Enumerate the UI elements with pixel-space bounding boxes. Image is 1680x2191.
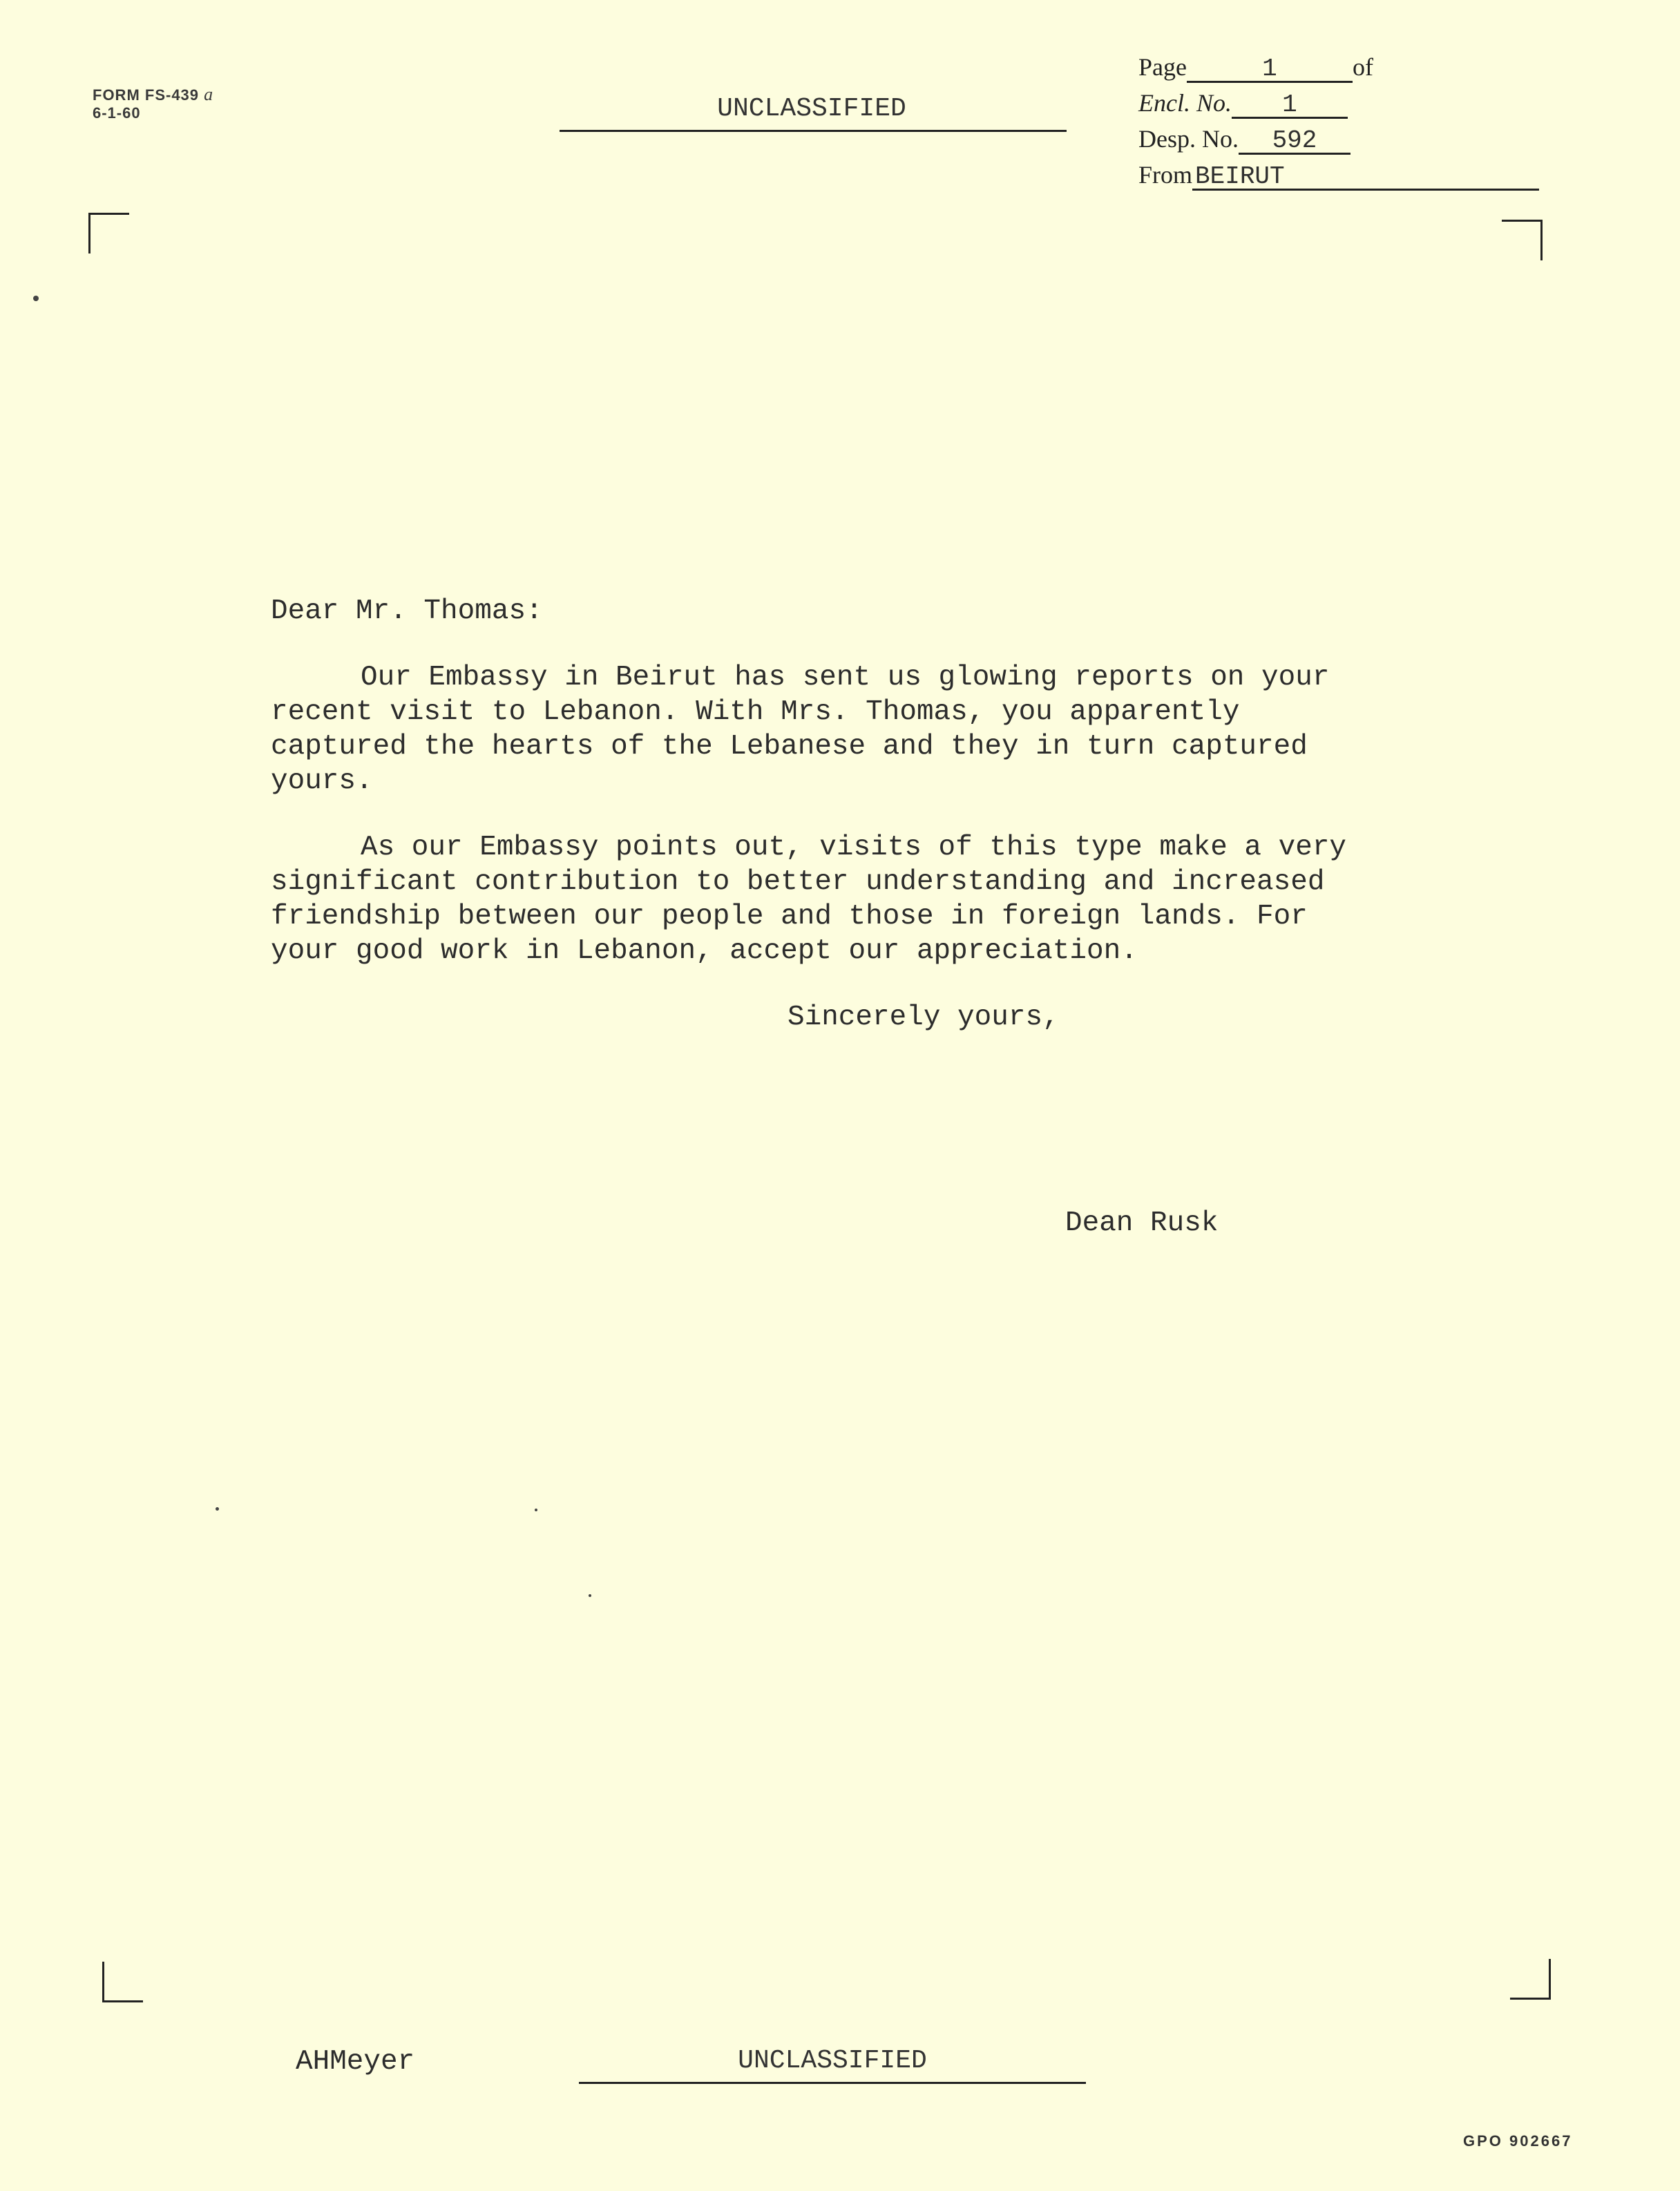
- encl-label: Encl. No.: [1138, 89, 1232, 117]
- desp-value-field: [1239, 127, 1350, 155]
- paper-speck: [216, 1507, 219, 1511]
- encl-value-field: [1232, 91, 1348, 119]
- encl-value: 1: [1282, 90, 1297, 119]
- page-value-field: [1187, 55, 1353, 83]
- drafter-initials: AHMeyer: [296, 2046, 415, 2078]
- page-of-label: of: [1352, 53, 1373, 81]
- from-value-field: [1192, 163, 1539, 191]
- desp-label: Desp. No.: [1138, 125, 1239, 153]
- printer-code: GPO 902667: [1463, 2132, 1573, 2150]
- paper-speck: [33, 296, 39, 301]
- page-value: 1: [1262, 55, 1277, 83]
- form-code: [93, 86, 213, 122]
- classification-bottom: UNCLASSIFIED: [738, 2046, 927, 2076]
- page-label: Page: [1138, 53, 1187, 81]
- corner-mark-top-left: [88, 213, 129, 253]
- salutation: Dear Mr. Thomas:: [271, 595, 543, 627]
- paper-speck: [589, 1594, 591, 1597]
- encl-field: [1138, 88, 1348, 119]
- desp-field: [1138, 124, 1350, 155]
- letter-body: [271, 594, 1376, 1269]
- from-field: [1138, 160, 1539, 191]
- signature: Dean Rusk: [1065, 1207, 1219, 1239]
- paper-speck: [535, 1509, 537, 1511]
- corner-mark-top-right: [1502, 220, 1543, 260]
- desp-value: 592: [1272, 126, 1317, 155]
- classification-top-rule: [560, 130, 1067, 132]
- form-number: FORM FS-439 a: [93, 84, 214, 104]
- corner-mark-bottom-left: [102, 1962, 143, 2002]
- paragraph-1: Our Embassy in Beirut has sent us glowing reports on your recent visit to Lebanon. With Mrs. Thomas, you apparently captured the hearts of the Lebanese and they in turn captured yours.: [271, 662, 1330, 797]
- classification-bottom-rule: [579, 2082, 1086, 2084]
- corner-mark-bottom-right: [1510, 1959, 1551, 2000]
- from-value: BEIRUT: [1195, 162, 1285, 191]
- page-field: [1138, 52, 1373, 83]
- form-date: 6-1-60: [93, 104, 141, 122]
- from-label: From: [1138, 161, 1193, 189]
- closing: Sincerely yours,: [788, 1002, 1060, 1033]
- paragraph-2: As our Embassy points out, visits of this type make a very significant contribution to better understanding and increased friendship between our people and those in foreign lands. For your good work in Lebanon, accept our appreciation.: [271, 832, 1347, 967]
- classification-top: UNCLASSIFIED: [717, 94, 906, 124]
